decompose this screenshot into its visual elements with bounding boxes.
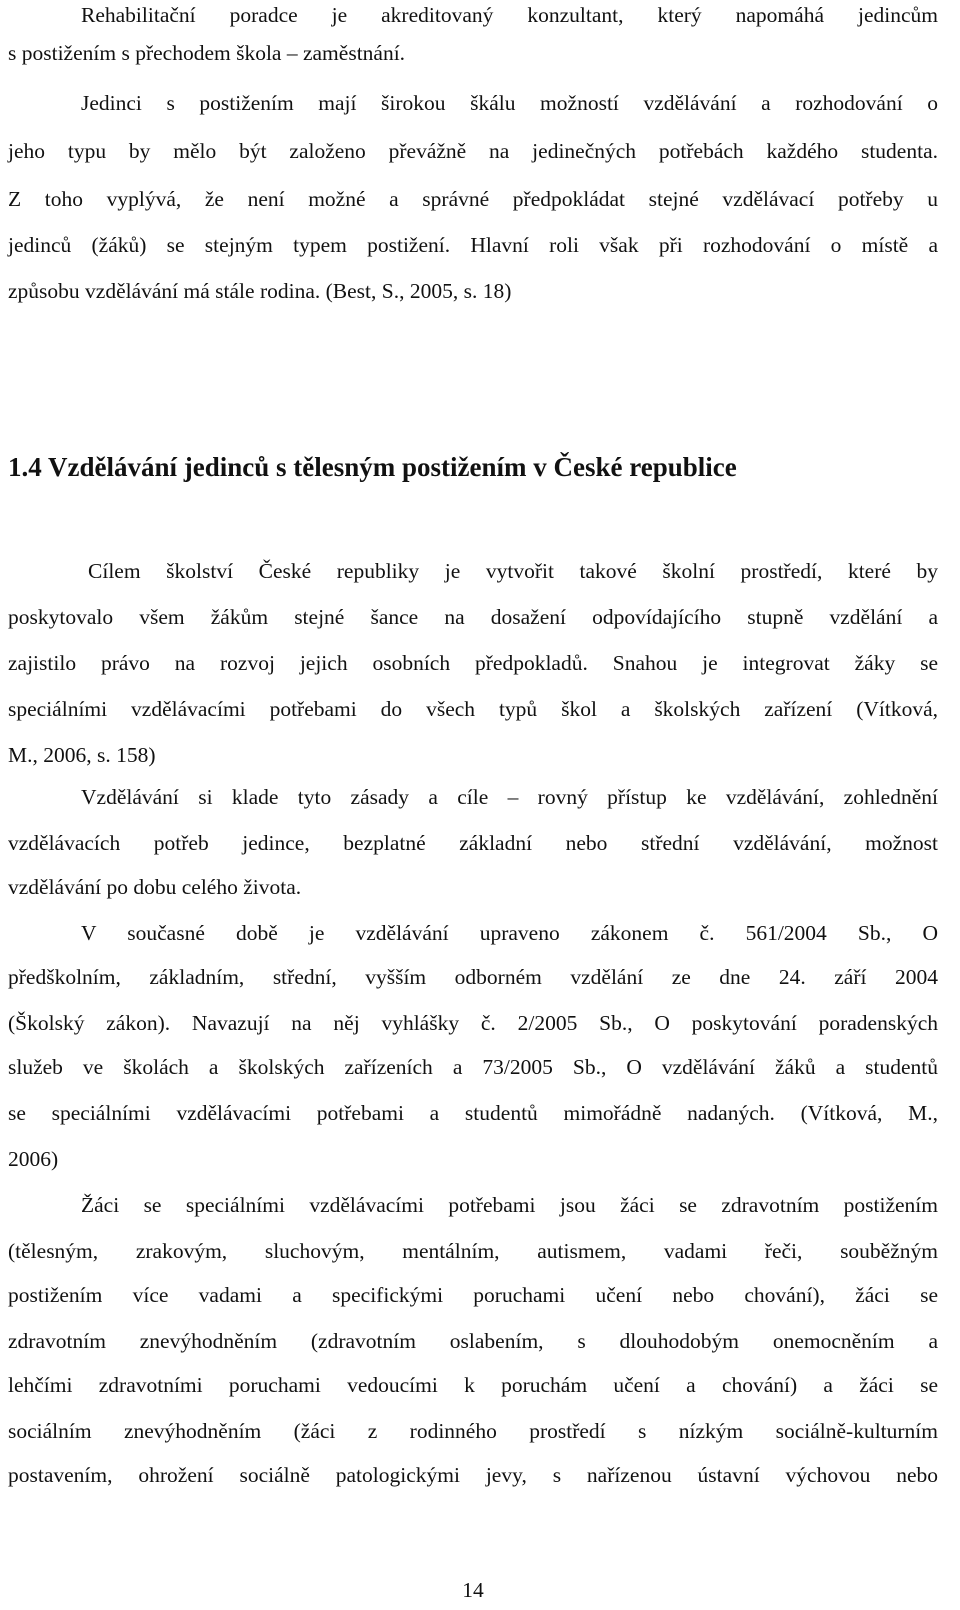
- text-line: způsobu vzdělávání má stále rodina. (Best, S., 2005, s. 18): [8, 279, 512, 303]
- text-line: postižením více vadami a specifickými poruchami učení nebo chování), žáci se: [8, 1283, 938, 1307]
- text-line: s postižením s přechodem škola – zaměstnání.: [8, 41, 406, 65]
- text-line: Žáci se speciálními vzdělávacími potřebami jsou žáci se zdravotním postižením: [81, 1193, 938, 1217]
- text-line: postavením, ohrožení sociálně patologickými jevy, s nařízenou ústavní výchovou nebo: [8, 1463, 938, 1487]
- text-line: se speciálními vzdělávacími potřebami a studentů mimořádně nadaných. (Vítková, M.,: [8, 1101, 938, 1125]
- text-line: zajistilo právo na rozvoj jejich osobních předpokladů. Snahou je integrovat žáky se: [8, 651, 938, 675]
- text-line: M., 2006, s. 158): [8, 743, 156, 767]
- text-line: vzdělávání po dobu celého života.: [8, 875, 302, 899]
- text-line: (tělesným, zrakovým, sluchovým, mentálním, autismem, vadami řeči, souběžným: [8, 1239, 938, 1263]
- text-line: Rehabilitační poradce je akreditovaný konzultant, který napomáhá jedincům: [81, 3, 938, 27]
- text-line: Cílem školství České republiky je vytvořit takové školní prostředí, které by: [88, 559, 938, 583]
- text-line: jedinců (žáků) se stejným typem postižení. Hlavní roli však při rozhodování o místě a: [8, 233, 938, 257]
- text-line: jeho typu by mělo být založeno převážně na jedinečných potřebách každého studenta.: [8, 139, 938, 163]
- text-line: vzdělávacích potřeb jedince, bezplatné základní nebo střední vzdělávání, možnost: [8, 831, 938, 855]
- text-line: poskytovalo všem žákům stejné šance na dosažení odpovídajícího stupně vzdělání a: [8, 605, 938, 629]
- text-line: předškolním, základním, střední, vyšším odborném vzdělání ze dne 24. září 2004: [8, 965, 938, 989]
- text-line: Jedinci s postižením mají širokou škálu možností vzdělávání a rozhodování o: [81, 91, 938, 115]
- text-line: 2006): [8, 1147, 59, 1171]
- text-line: Z toho vyplývá, že není možné a správné předpokládat stejné vzdělávací potřeby u: [8, 187, 938, 211]
- text-line: sociálním znevýhodněním (žáci z rodinného prostředí s nízkým sociálně-kulturním: [8, 1419, 938, 1443]
- page-number: 14: [462, 1578, 484, 1602]
- text-line: speciálními vzdělávacími potřebami do všech typů škol a školských zařízení (Vítková,: [8, 697, 938, 721]
- text-line: V současné době je vzdělávání upraveno zákonem č. 561/2004 Sb., O: [81, 921, 938, 945]
- section-heading: 1.4 Vzdělávání jedinců s tělesným postižením v České republice: [8, 452, 737, 482]
- text-line: služeb ve školách a školských zařízeních a 73/2005 Sb., O vzdělávání žáků a studentů: [8, 1055, 938, 1079]
- text-line: (Školský zákon). Navazují na něj vyhlášky č. 2/2005 Sb., O poskytování poradenských: [8, 1011, 938, 1035]
- text-line: Vzdělávání si klade tyto zásady a cíle – rovný přístup ke vzdělávání, zohlednění: [81, 785, 938, 809]
- text-line: zdravotním znevýhodněním (zdravotním oslabením, s dlouhodobým onemocněním a: [8, 1329, 938, 1353]
- text-line: lehčími zdravotními poruchami vedoucími k poruchám učení a chování) a žáci se: [8, 1373, 938, 1397]
